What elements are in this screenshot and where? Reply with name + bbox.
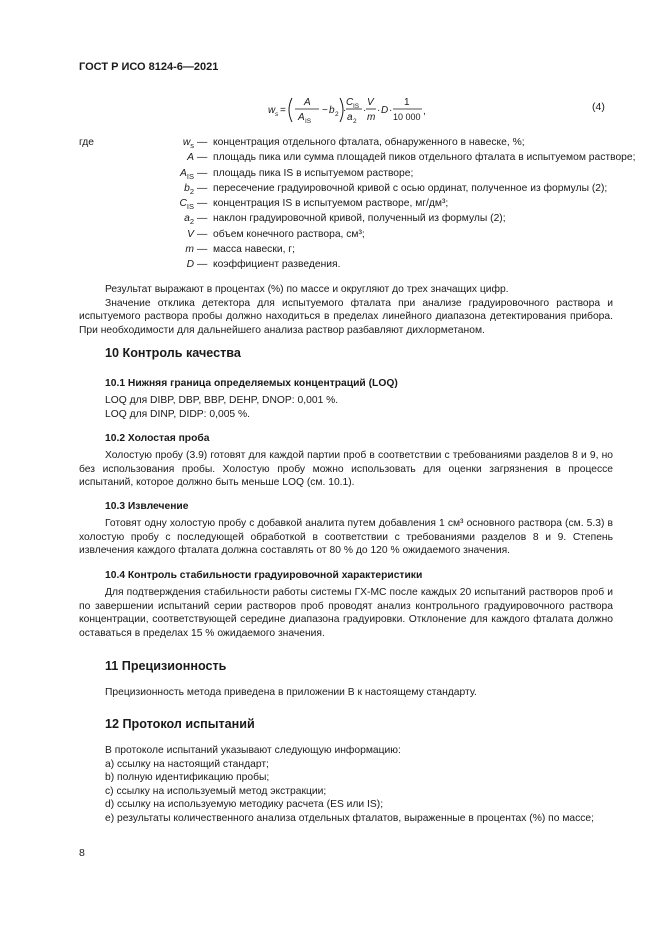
definition-dash: —: [197, 259, 208, 271]
definition-row: [79, 243, 619, 258]
definition-row: [79, 197, 619, 212]
formula-D: D: [381, 105, 389, 116]
definition-symbol-subscript: IS: [186, 171, 194, 181]
formula-a-sub: 2: [353, 118, 357, 125]
definition-symbol-letter: b: [184, 182, 190, 194]
definition-symbol: [184, 182, 194, 196]
definition-text: площадь пика IS в испытуемом растворе;: [213, 167, 414, 179]
definition-where: где: [79, 137, 95, 148]
definition-symbol-letter: m: [185, 244, 194, 256]
definition-symbol: [184, 212, 194, 226]
definition-text: масса навески, г;: [213, 244, 295, 256]
formula-paren-left: [289, 98, 292, 122]
definition-dash: —: [197, 244, 208, 256]
stability-block: [79, 586, 613, 640]
definition-symbol-letter: D: [186, 259, 194, 271]
definition-dash: —: [197, 182, 208, 194]
definition-text: объем конечного раствора, см³;: [213, 228, 365, 240]
formula-ten-thousand: 10 000: [393, 112, 421, 122]
formula-a: a: [347, 112, 353, 123]
section-11-heading: 11 Прецизионность: [105, 659, 227, 673]
definition-text: коэффициент разведения.: [213, 259, 341, 271]
formula-lhs: w: [268, 105, 276, 116]
definition-symbol: [187, 228, 194, 242]
definition-dash: —: [197, 137, 208, 148]
precision-block: [79, 686, 613, 700]
definition-symbol: [180, 167, 194, 181]
definition-dash: —: [197, 198, 208, 210]
definition-row: [79, 136, 619, 151]
paragraph-precision: Прецизионность метода приведена в приложении В к настоящему стандарту.: [105, 687, 477, 698]
definition-dash: —: [197, 228, 208, 240]
definition-row: [79, 212, 619, 227]
definition-symbol: [185, 243, 194, 257]
formula-m: m: [367, 112, 376, 123]
formula-V: V: [367, 97, 374, 108]
document-header: ГОСТ Р ИСО 8124-6—2021: [79, 61, 219, 73]
definition-row: [79, 167, 619, 182]
formula-one: 1: [404, 97, 410, 108]
blank-block: [79, 449, 613, 490]
formula-eq: =: [280, 105, 286, 116]
formula-dot-4: ·: [389, 105, 393, 116]
recovery-block: [79, 517, 613, 558]
paragraph-result: Результат выражают в процентах (%) по массе и округляют до трех значащих цифр.: [105, 284, 509, 295]
formula-C-sub: IS: [353, 103, 360, 110]
loq-line-1: LOQ для DIBP, DBP, BBP, DEHP, DNOP: 0,001 %.: [105, 395, 339, 406]
report-list-item: a) ссылку на настоящий стандарт;: [105, 758, 269, 770]
formula-dot-1: ·: [343, 105, 347, 116]
definition-row: [79, 151, 636, 166]
section-10-3-heading: 10.3 Извлечение: [105, 501, 189, 512]
report-list-item: b) полную идентификацию пробы;: [105, 772, 270, 784]
definition-symbol-letter: w: [182, 137, 191, 148]
definition-row: [79, 228, 619, 243]
section-10-4-heading: 10.4 Контроль стабильности градуировочной характеристики: [105, 570, 423, 581]
formula-graphic: [266, 92, 436, 128]
definition-dash: —: [197, 152, 208, 164]
definition-symbol-subscript: 2: [189, 186, 194, 196]
formula-dot-3: ·: [377, 105, 381, 116]
definition-text: концентрация отдельного фталата, обнаруженного в навеске, %;: [213, 137, 525, 148]
formula-lhs-sub: s: [275, 111, 279, 118]
loq-line-2: LOQ для DINP, DIDP: 0,005 %.: [105, 408, 251, 420]
page-number: 8: [79, 847, 85, 859]
paragraph-blank: Холостую пробу (3.9) готовят для каждой партии проб в соответствии с требованиями разделов 8 и 9, но без использования пробы. Холостую пробу можно использовать для оценки загрязнения в процессе испытаний, которое должно быть меньше LOQ (см. 10.1).: [79, 450, 613, 489]
definition-row: [79, 182, 619, 197]
definition-text: пересечение градуировочной кривой с осью ординат, полученное из формулы (2);: [213, 182, 608, 194]
definition-text: площадь пика или сумма площадей пиков отдельного фталата в испытуемом растворе;: [213, 152, 636, 164]
formula-dot-2: ·: [363, 105, 367, 116]
formula-A-IS-sub: IS: [305, 118, 312, 125]
definition-symbol: [187, 258, 194, 272]
definition-symbol-subscript: s: [190, 141, 194, 151]
formula-A-IS: A: [298, 112, 305, 123]
formula-number: (4): [592, 101, 605, 113]
definition-text: концентрация IS в испытуемом растворе, мг/дм³;: [213, 198, 449, 210]
definition-dash: —: [197, 167, 208, 179]
formula-comma: ,: [423, 106, 426, 117]
definition-symbol-letter: A: [180, 167, 187, 179]
report-list-item: d) ссылку на используемую методику расчета (ES или IS);: [105, 799, 384, 811]
loq-block: [79, 394, 613, 421]
paragraph-stability: Для подтверждения стабильности работы системы ГХ-МС после каждых 20 испытаний растворов проб и по завершении испытаний серии растворов проб проводят анализ контрольного градуировочного раствора концентрации, соответствующей середине диапазона градуировки. Отклонение для каждого фталата должно оставаться в пределах 15 % ожидаемого значения.: [79, 587, 613, 639]
report-list-item: c) ссылку на используемый метод экстракции;: [105, 785, 327, 797]
definition-symbol-letter: V: [187, 228, 194, 240]
definition-symbol: [179, 197, 194, 211]
definition-symbol-subscript: 2: [189, 217, 194, 227]
report-list-item: e) результаты количественного анализа отдельных фталатов, выраженные в процентах (%) по массе;: [105, 812, 595, 824]
variable-definitions: [79, 136, 636, 274]
report-block: [79, 744, 613, 826]
section-12-heading: 12 Протокол испытаний: [105, 717, 255, 731]
paragraph-report: В протоколе испытаний указывают следующую информацию:: [105, 745, 401, 756]
formula-4: [266, 92, 436, 128]
formula-A: A: [304, 97, 311, 108]
section-10-1-heading: 10.1 Нижняя граница определяемых концентраций (LOQ): [105, 378, 398, 389]
definition-symbol-letter: A: [187, 152, 194, 164]
formula-b-sub: 2: [335, 111, 339, 118]
section-10-heading: 10 Контроль качества: [105, 346, 241, 360]
result-paragraphs: [79, 283, 613, 337]
definition-dash: —: [197, 213, 208, 225]
formula-C: C: [346, 97, 354, 108]
formula-b: b: [329, 105, 335, 116]
definition-symbol: [183, 136, 194, 150]
section-10-2-heading: 10.2 Холостая проба: [105, 433, 210, 444]
formula-minus: −: [322, 105, 328, 116]
definition-symbol-subscript: IS: [186, 202, 194, 212]
definition-symbol-letter: C: [179, 198, 187, 210]
definition-row: [79, 258, 619, 273]
paragraph-response: Значение отклика детектора для испытуемого фталата при анализе градуировочного раствора и испытуемого раствора пробы должно находиться в пределах линейного диапазона детектирования прибора. При необходимости для дальнейшего анализа раствор разбавляют дихлорметаном.: [79, 297, 613, 336]
paragraph-recovery: Готовят одну холостую пробу с добавкой аналита путем добавления 1 см³ основного раствора (см. 5.3) в холостую пробу с последующей обработкой в соответствии с требованиями разделов 8 и 9. Степень извлечения каждого фталата должна составлять от 80 % до 120 % ожидаемого значения.: [79, 518, 613, 557]
definition-symbol-letter: a: [184, 213, 190, 225]
definition-symbol: [187, 151, 194, 165]
definition-text: наклон градуировочной кривой, полученный из формулы (2);: [213, 213, 506, 225]
